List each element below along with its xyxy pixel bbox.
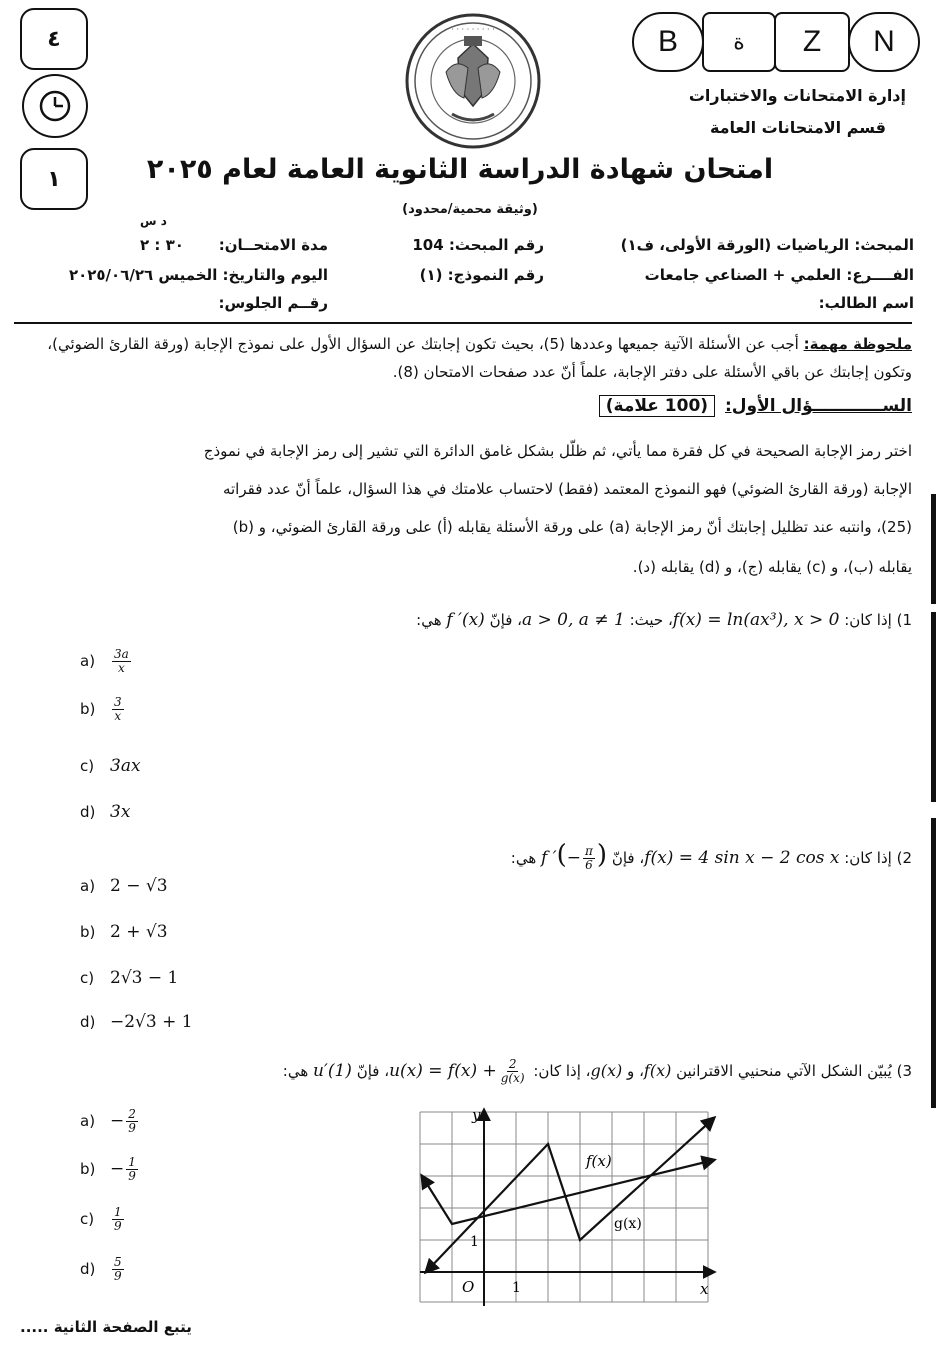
instructions-line-3: (25)، وانتبه عند تظليل إجابتك أنّ رمز الإجابة (a) على ورقة الأسئلة يقابله (أ) على ورقة القارئ الضوئي، و (b) [232,518,912,536]
scan-edge-mark [931,494,936,604]
note-text: أجب عن الأسئلة الآتية جميعها وعددها (5)، بحيث تكون إجابتك عن السؤال الأول على نموذج الإجابة (ورقة القارئ الضوئي)، وتكون إجابتك عن باقي الأسئلة على دفتر الإجابة، علماً أنّ عدد صفحات الامتحان (8). [47,335,912,381]
q3-graph [416,1106,720,1312]
question-3-stem: 3) يُبيّن الشكل الآتي منحنيي الاقترانين f(x)، و g(x)، إذا كان: u(x) = f(x) + $\frac{2}{g(x)}$ ، فإنّ u′(1) هي: [282,1057,912,1085]
q1-condition: a > 0, a ≠ 1 [521,610,625,630]
instructions-line-1: اختر رمز الإجابة الصحيحة في كل فقرة مما يأتي، ثم ظلّل بشكل غامق الدائرة التي تشير إلى رمز الإجابة في نموذج [203,442,912,460]
page-footer: يتبع الصفحة الثانية ..... [20,1318,192,1336]
graph-grid [420,1112,708,1302]
q2-target: f ′(− $\frac{\pi}{6}$ ) [541,840,608,872]
subject-number-field: رقم المبحث: 104 [412,236,544,254]
model-code-letters [632,12,920,74]
session-box: ١ [20,148,88,210]
important-note [24,330,912,386]
note-label: ملحوظة مهمة: [803,335,912,353]
x-tick-label: 1 [512,1280,521,1296]
q2-option-a[interactable]: a) 2 − √3 [80,876,168,896]
q2-option-c[interactable]: c) 2√3 − 1 [80,968,179,988]
clock-icon [22,74,88,138]
document-classification: (وثيقة محمية/محدود) [402,202,538,217]
jordan-emblem-seal [402,10,544,152]
page-number-box: ٤ [20,8,88,70]
code-letter-1: B [632,12,704,72]
student-name-field: اسم الطالب: [818,294,914,312]
q3-option-d[interactable]: d) $\frac{5}{9}$ [80,1255,122,1283]
section-marks: (100 علامة) [599,395,715,417]
f-curve [422,1160,714,1224]
scan-edge-mark [931,818,936,1108]
seat-number-field: رقــم الجلوس: [218,294,328,312]
svg-text:· · · · · · · · ·: · · · · · · · · · [451,25,495,34]
duration-label: مدة الامتحــان: [218,236,328,254]
branch-field: الفــــرع: العلمي + الصناعي جامعات [644,266,914,284]
model-number-field: رقم النموذج: (١) [419,266,544,284]
header-divider [14,322,912,324]
q1-option-d[interactable]: d) 3x [80,802,131,822]
duration-value: ٣٠ : ٢ [140,236,184,254]
q3-option-a[interactable]: a) − $\frac{2}{9}$ [80,1107,136,1135]
q3-option-b[interactable]: b) − $\frac{1}{9}$ [80,1155,136,1183]
q3-option-c[interactable]: c) $\frac{1}{9}$ [80,1205,122,1233]
g-curve-label: g(x) [614,1216,642,1232]
q3-target: u′(1) [313,1061,352,1081]
code-letter-3: Z [774,12,850,72]
instructions-line-4: يقابله (ب)، و (c) يقابله (ج)، و (d) يقابله (د). [632,558,912,576]
y-axis-label: y [472,1106,481,1124]
date-field: اليوم والتاريخ: الخميس ٢٠٢٥/٠٦/٢٦ [68,266,328,284]
question-2-stem: 2) إذا كان: f(x) = 4 sin x − 2 cos x، فإنّ f ′(− $\frac{\pi}{6}$ ) هي: [510,840,912,872]
department-line-1: إدارة الامتحانات والاختبارات [688,86,906,105]
instructions-line-2: الإجابة (ورقة القارئ الضوئي) فهو النموذج المعتمد (فقط) لاحتساب علامتك في هذا السؤال، علماً أنّ عدد فقراته [222,480,912,498]
duration-units: د س [140,214,167,228]
f-curve-label: f(x) [586,1152,612,1170]
q3-graph-svg [416,1106,720,1312]
q1-option-c[interactable]: c) 3ax [80,756,141,776]
q3-formula: u(x) = f(x) + $\frac{2}{g(x)}$ [389,1057,525,1085]
section-heading: الســــــــــــؤال الأول: [725,396,912,416]
q1-formula: f(x) = ln(ax³), x > 0 [672,610,840,630]
department-line-2: قسم الامتحانات العامة [709,118,886,137]
y-tick-label: 1 [470,1234,479,1250]
question-1-stem: 1) إذا كان: f(x) = ln(ax³), x > 0، حيث: a > 0, a ≠ 1، فإنّ f ′(x) هي: [416,610,912,630]
q2-option-b[interactable]: b) 2 + √3 [80,922,168,942]
exam-main-title: امتحان شهادة الدراسة الثانوية العامة لعام ٢٠٢٥ [146,154,774,185]
code-letter-4: N [848,12,920,72]
subject-field: المبحث: الرياضيات (الورقة الأولى، ف١) [620,236,914,254]
origin-label: O [462,1278,475,1296]
q2-option-d[interactable]: d) −2√3 + 1 [80,1012,193,1032]
q1-option-a[interactable]: a) $\frac{3a}{x}$ [80,647,129,675]
q2-formula: f(x) = 4 sin x − 2 cos x [644,848,840,868]
emblem-icon [402,10,544,152]
code-letter-2: ة [702,12,776,72]
q1-option-b[interactable]: b) $\frac{3}{x}$ [80,695,122,723]
clock-glyph [38,89,72,123]
section-title [412,396,912,416]
scan-edge-mark [931,612,936,802]
x-axis-label: x [700,1280,709,1298]
q1-target: f ′(x) [446,610,485,630]
